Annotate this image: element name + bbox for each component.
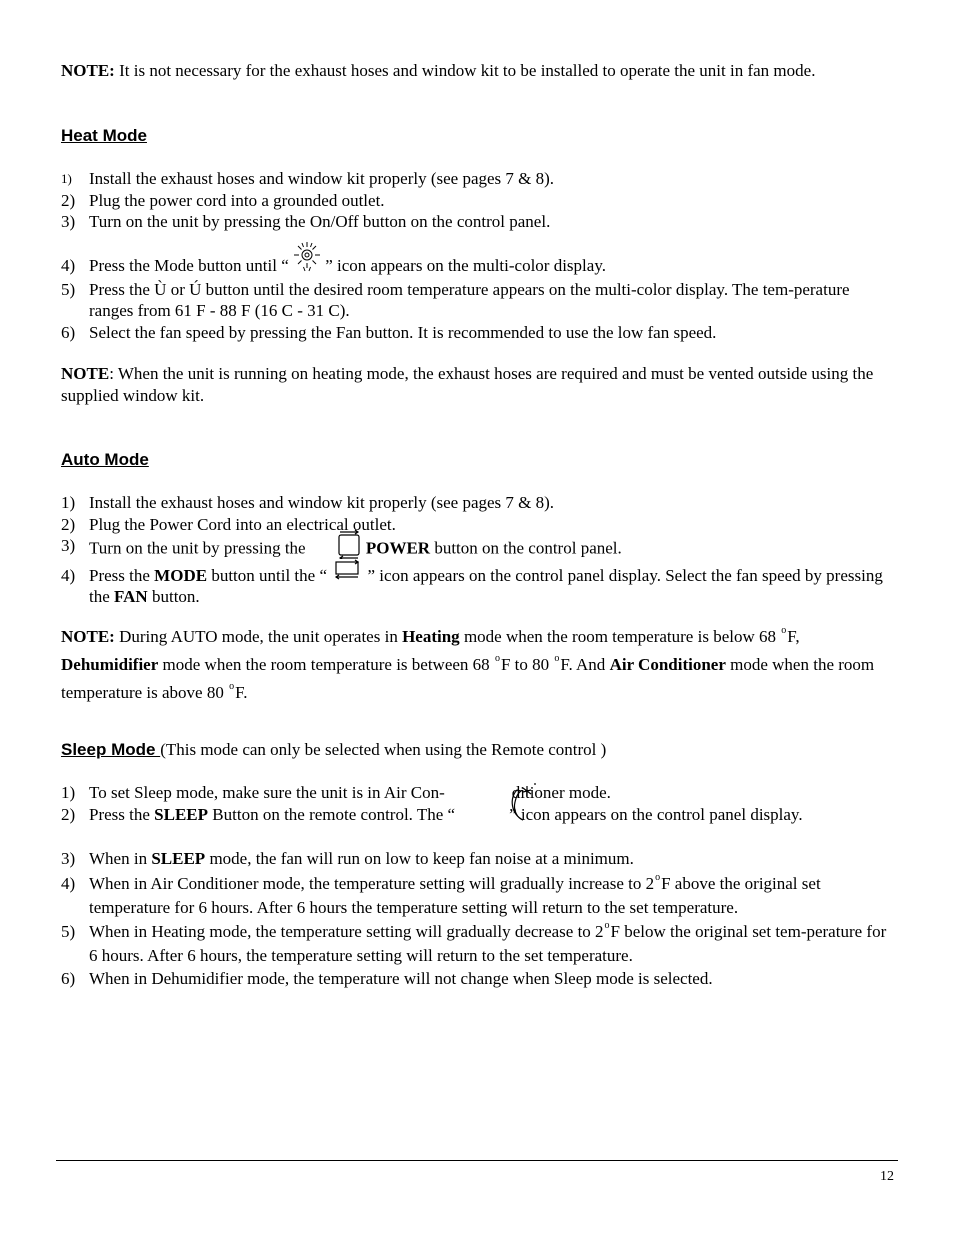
list-item <box>61 492 896 514</box>
item-number: 1) <box>61 171 72 186</box>
item-text: Install the exhaust hoses and window kit properly (see pages 7 & 8). <box>89 169 555 188</box>
item-text: Plug the Power Cord into an electrical outlet. <box>89 514 396 534</box>
degree-mark: o <box>655 871 661 883</box>
note-text: F, <box>787 627 800 646</box>
list-item <box>61 211 896 233</box>
item-number: 4) <box>61 873 76 893</box>
list-item <box>61 968 896 990</box>
item-text: Press the Mode button until “ <box>89 256 293 275</box>
item-text: button on the control panel. <box>430 538 622 558</box>
item-text: When in Dehumidifier mode, the temperature will not change when Sleep mode is selected. <box>89 968 713 988</box>
item-text: Press the <box>89 565 155 585</box>
item-text: button. <box>147 587 200 607</box>
item-text: F above the original set temperature for 6 hours. After 6 hours the temperature setting will return to the set temperature. <box>89 873 821 917</box>
list-item <box>61 782 896 804</box>
item-text: F below the original set tem-perature for 6 hours. After 6 hours, the temperature setting will return to the set temperature. <box>89 921 887 965</box>
item-number: 4) <box>61 565 76 585</box>
note-text: F. <box>235 683 248 702</box>
item-text: ” icon appears on the control panel display. Select the fan speed by pressing the <box>89 565 883 607</box>
sleep-mode-heading-line <box>61 739 896 761</box>
list-item <box>61 804 896 826</box>
sleep-mode-subtitle: (This mode can only be selected when using the Remote control ) <box>160 740 607 759</box>
list-item <box>61 255 896 279</box>
list-item <box>61 565 896 608</box>
item-text: When in <box>89 849 152 868</box>
note-text: mode when the room temperature is between 68 <box>158 655 494 674</box>
list-item <box>61 847 896 871</box>
item-text: button until the “ <box>207 565 332 585</box>
list-item <box>61 190 896 212</box>
heat-mode-heading: Heat Mode <box>61 126 147 145</box>
degree-mark: o <box>494 653 500 664</box>
item-text: Press the Ù or Ú button until the desired room temperature appears on the multi-color display. The tem-perature ranges from 61 F - 88 F (16 C - 31 C). <box>89 279 850 320</box>
item-bold: POWER <box>365 538 431 558</box>
list-item <box>61 168 896 190</box>
degree-mark: o <box>781 625 787 636</box>
item-number: 5) <box>61 279 76 299</box>
item-number: 2) <box>61 190 76 210</box>
item-number: 2) <box>61 804 76 824</box>
item-text: ” icon appears on the control panel display. <box>509 804 803 824</box>
item-text: Select the fan speed by pressing the Fan button. It is recommended to use the low fan speed. <box>89 322 717 342</box>
item-text: ” icon appears on the multi-color display. <box>320 256 606 275</box>
list-item <box>61 279 896 322</box>
footer-rule <box>56 1160 898 1161</box>
item-text: Button on the remote control. The “ <box>208 804 456 824</box>
item-number: 5) <box>61 921 76 941</box>
item-number: 3) <box>61 212 76 231</box>
item-text: Turn on the unit by pressing the On/Off button on the control panel. <box>89 212 551 231</box>
auto-cycle-icon <box>333 559 361 587</box>
note-bold: Dehumidifier <box>61 655 159 674</box>
item-number: 2) <box>61 514 76 534</box>
sleep-mode-list <box>61 782 896 825</box>
degree-mark: o <box>229 681 235 692</box>
note-text: mode when the room temperature is below 68 <box>459 627 781 646</box>
page-number: 12 <box>880 1169 894 1184</box>
auto-mode-note <box>61 624 896 708</box>
item-text: Turn on the unit by pressing the <box>89 538 310 558</box>
note-bold: Heating <box>402 627 460 646</box>
degree-mark: o <box>604 919 610 931</box>
item-bold: FAN <box>114 587 148 607</box>
note-label: NOTE <box>61 364 110 383</box>
auto-mode-list <box>61 492 896 608</box>
list-item <box>61 921 896 967</box>
note-text: F to 80 <box>500 655 554 674</box>
note-text: It is not necessary for the exhaust hoses and window kit to be installed to operate the unit in fan mode. <box>114 61 816 80</box>
item-number: 3) <box>61 536 76 555</box>
item-bold: SLEEP <box>154 804 209 824</box>
list-item <box>61 514 896 536</box>
note-text: During AUTO mode, the unit operates in <box>114 627 403 646</box>
item-text: Install the exhaust hoses and window kit properly (see pages 7 & 8). <box>89 493 555 512</box>
item-number: 3) <box>61 849 76 868</box>
item-number: 6) <box>61 322 76 342</box>
item-text: To set Sleep mode, make sure the unit is in Air Con- <box>89 783 445 802</box>
sun-icon <box>293 241 321 279</box>
fan-mode-note <box>61 60 896 82</box>
list-item <box>61 535 896 565</box>
item-bold: MODE <box>154 565 208 585</box>
item-number: 1) <box>61 493 76 512</box>
note-text: : When the unit is running on heating mode, the exhaust hoses are required and must be vented outside using the supplied window kit. <box>61 364 874 405</box>
sleep-mode-heading: Sleep Mode <box>61 740 161 759</box>
note-label: NOTE: <box>61 627 115 646</box>
note-text: mode when the room temperature is above 80 <box>61 655 875 702</box>
item-text: When in Heating mode, the temperature setting will gradually decrease to 2 <box>89 921 604 941</box>
item-text: Press the <box>89 804 155 824</box>
heat-mode-list-2 <box>61 255 896 343</box>
item-text: mode, the fan will run on low to keep fan noise at a minimum. <box>205 849 634 868</box>
item-text: Plug the power cord into a grounded outlet. <box>89 190 385 210</box>
item-text: When in Air Conditioner mode, the temperature setting will gradually increase to 2 <box>89 873 655 893</box>
note-bold: Air Conditioner <box>609 655 726 674</box>
sleep-mode-list-2 <box>61 847 896 989</box>
item-number: 4) <box>61 256 76 275</box>
heat-mode-list <box>61 168 896 233</box>
item-bold: SLEEP <box>151 849 206 868</box>
auto-mode-heading: Auto Mode <box>61 450 149 469</box>
degree-mark: o <box>554 653 560 664</box>
heat-mode-note <box>61 363 896 406</box>
note-text: F. And <box>560 655 610 674</box>
note-label: NOTE: <box>61 61 115 80</box>
item-number: 6) <box>61 968 76 988</box>
item-number: 1) <box>61 783 76 802</box>
item-text: ditioner mode. <box>511 783 611 802</box>
list-item <box>61 322 896 344</box>
list-item <box>61 873 896 919</box>
